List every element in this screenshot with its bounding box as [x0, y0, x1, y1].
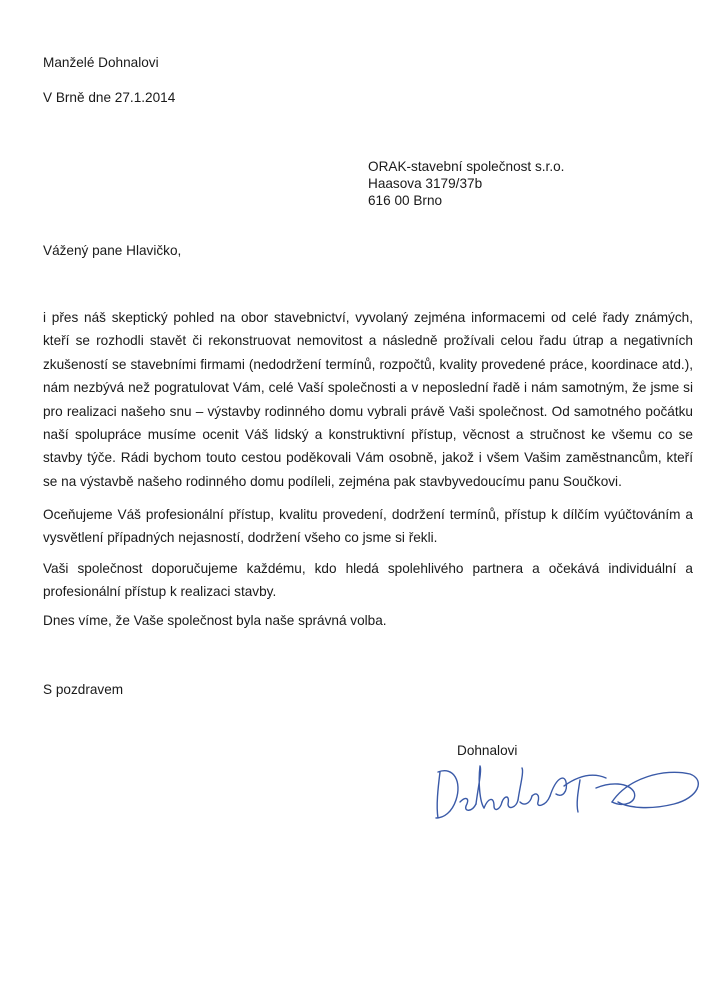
recipient-name: ORAK-stavební společnost s.r.o.	[368, 159, 565, 174]
body-paragraph-4: Dnes víme, že Vaše společnost byla naše správná volba.	[43, 613, 387, 628]
recipient-city: 616 00 Brno	[368, 193, 443, 208]
sender-line: Manželé Dohnalovi	[43, 55, 159, 70]
closing-line: S pozdravem	[43, 682, 124, 697]
recipient-street: Haasova 3179/37b	[368, 176, 483, 191]
handwritten-signature	[428, 758, 708, 838]
body-paragraph-2: Oceňujeme Váš profesionální přístup, kvalitu provedení, dodržení termínů, přístup k dílčím vyúčtováním a vysvětlení případných nejasností, dodržení všeho co jsme si řekli.	[43, 507, 693, 546]
body-paragraph-1: i přes náš skeptický pohled na obor stavebnictví, vyvolaný zejména informacemi od celé řady známých, kteří se rozhodli stavět či rekonstruovat nemovitost a následně prožívali celou řadu útrap a negativních zkušeností se stavebními firmami (nedodržení termínů, rozpočtů, kvality provedené práce, koordinace atd.), nám nezbývá než pogratulovat Vám, celé Vaší společnosti a v neposlední řadě i nám samotným, že jsme si pro realizaci našeho snu – výstavby rodinného domu vybrali právě Vaši společnost. Od samotného počátku naší spolupráce musíme ocenit Váš lidský a konstruktivní přístup, věcnost a stručnost ke všemu co se stavby týče. Rádi bychom touto cestou poděkovali Vám osobně, jakož i všem Vašim zaměstnancům, kteří se na výstavbě našeho rodinného domu podíleli, zejména pak stavbyvedoucímu panu Součkovi.	[43, 310, 693, 489]
signature-name: Dohnalovi	[457, 743, 518, 758]
salutation: Vážený pane Hlavičko,	[43, 243, 182, 258]
date-line: V Brně dne 27.1.2014	[43, 90, 176, 105]
body-paragraph-3: Vaši společnost doporučujeme každému, kdo hledá spolehlivého partnera a očekává individuální a profesionální přístup k realizaci stavby.	[43, 561, 693, 600]
